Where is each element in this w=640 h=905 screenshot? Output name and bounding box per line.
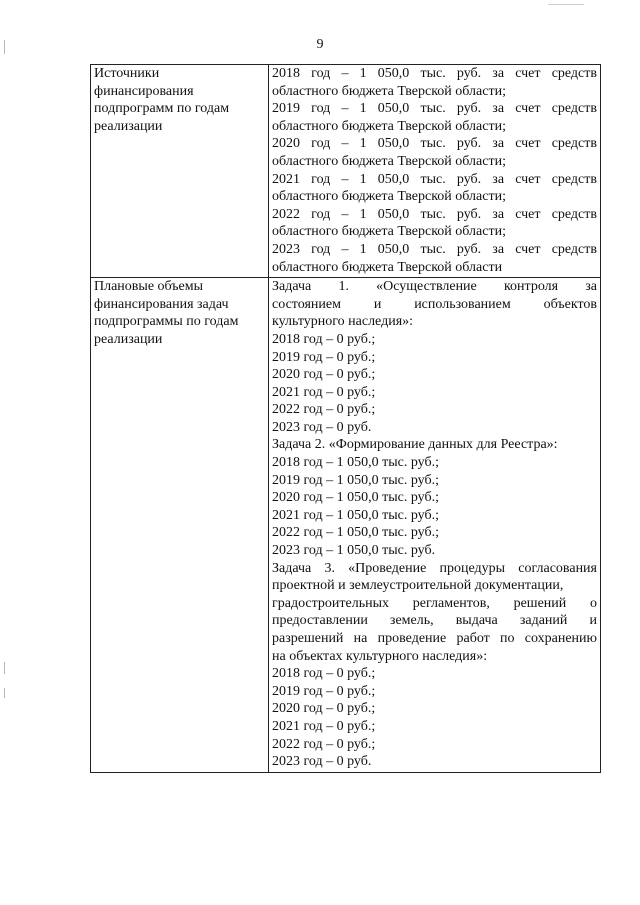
value-line: 2018 год – 0 руб.; xyxy=(272,666,376,682)
value-line: 2021 год – 0 руб.; xyxy=(272,718,376,734)
value-line: 2020 год – 0 руб.; xyxy=(272,701,376,717)
value-cell-sources xyxy=(269,65,601,278)
value-line: культурного наследия»: xyxy=(272,314,414,330)
value-line: предоставлении земель, выдача заданий и xyxy=(272,613,597,629)
value-line: проектной и землеустроительной документации, xyxy=(272,578,564,594)
value-line: 2023 год – 1 050,0 тыс. руб. xyxy=(272,543,436,559)
value-line: на объектах культурного наследия»: xyxy=(272,648,488,664)
label-line: Источники xyxy=(94,66,160,81)
value-line: областного бюджета Тверской области; xyxy=(272,153,506,169)
label-cell-planned xyxy=(91,278,269,773)
value-line: 2022 год – 0 руб.; xyxy=(272,402,376,418)
label-line: реализации xyxy=(94,331,163,347)
scan-edge-mark-middle xyxy=(4,662,5,674)
table-row-sources xyxy=(91,65,601,278)
label-line: Плановые объемы xyxy=(94,279,204,295)
financing-table xyxy=(90,64,601,773)
value-line: областного бюджета Тверской области xyxy=(272,259,503,275)
value-cell-planned xyxy=(269,278,601,773)
value-line: 2021 год – 1 050,0 тыс. руб. за счет средств xyxy=(272,171,597,187)
label-line: финансирования xyxy=(94,83,194,99)
value-line: 2018 год – 0 руб.; xyxy=(272,331,376,347)
value-line: 2022 год – 0 руб.; xyxy=(272,736,376,752)
value-line: Задача 3. «Проведение процедуры согласования xyxy=(272,560,597,576)
value-line: 2018 год – 1 050,0 тыс. руб.; xyxy=(272,455,439,471)
value-line: Задача 2. «Формирование данных для Реестра»: xyxy=(272,437,558,453)
table-row-planned xyxy=(91,278,601,773)
value-line: 2020 год – 1 050,0 тыс. руб.; xyxy=(272,490,439,506)
value-line: 2023 год – 0 руб. xyxy=(272,419,372,435)
value-line: 2023 год – 1 050,0 тыс. руб. за счет средств xyxy=(272,241,597,257)
value-line: 2021 год – 1 050,0 тыс. руб.; xyxy=(272,507,439,523)
value-line: градостроительных регламентов, решений о xyxy=(272,595,597,611)
scan-edge-mark-bottom xyxy=(4,688,5,698)
value-line: 2023 год – 0 руб. xyxy=(272,754,372,770)
value-line: 2019 год – 1 050,0 тыс. руб. за счет средств xyxy=(272,101,597,117)
value-line: 2020 год – 0 руб.; xyxy=(272,367,376,383)
value-line: областного бюджета Тверской области; xyxy=(272,118,506,134)
value-line: 2022 год – 1 050,0 тыс. руб.; xyxy=(272,525,439,541)
value-line: 2022 год – 1 050,0 тыс. руб. за счет средств xyxy=(272,206,597,222)
value-line: 2020 год – 1 050,0 тыс. руб. за счет средств xyxy=(272,136,597,152)
value-line: состоянием и использованием объектов xyxy=(272,296,597,312)
label-line: реализации xyxy=(94,118,163,134)
value-line: 2018 год – 1 050,0 тыс. руб. за счет средств xyxy=(272,66,597,81)
value-line: областного бюджета Тверской области; xyxy=(272,83,506,99)
value-line: 2019 год – 0 руб.; xyxy=(272,683,376,699)
scan-corner-dash xyxy=(548,4,584,5)
value-line: областного бюджета Тверской области; xyxy=(272,224,506,240)
label-cell-sources xyxy=(91,65,269,278)
value-line: 2019 год – 0 руб.; xyxy=(272,349,376,365)
label-line: финансирования задач xyxy=(94,296,229,312)
label-line: подпрограмм по годам xyxy=(94,101,230,117)
value-line: 2021 год – 0 руб.; xyxy=(272,384,376,400)
label-line: подпрограммы по годам xyxy=(94,314,239,330)
value-line: 2019 год – 1 050,0 тыс. руб.; xyxy=(272,472,439,488)
value-line: областного бюджета Тверской области; xyxy=(272,189,506,205)
value-line: Задача 1. «Осуществление контроля за xyxy=(272,279,597,295)
page-number: 9 xyxy=(316,37,324,52)
value-line: разрешений на проведение работ по сохранению xyxy=(272,631,597,646)
